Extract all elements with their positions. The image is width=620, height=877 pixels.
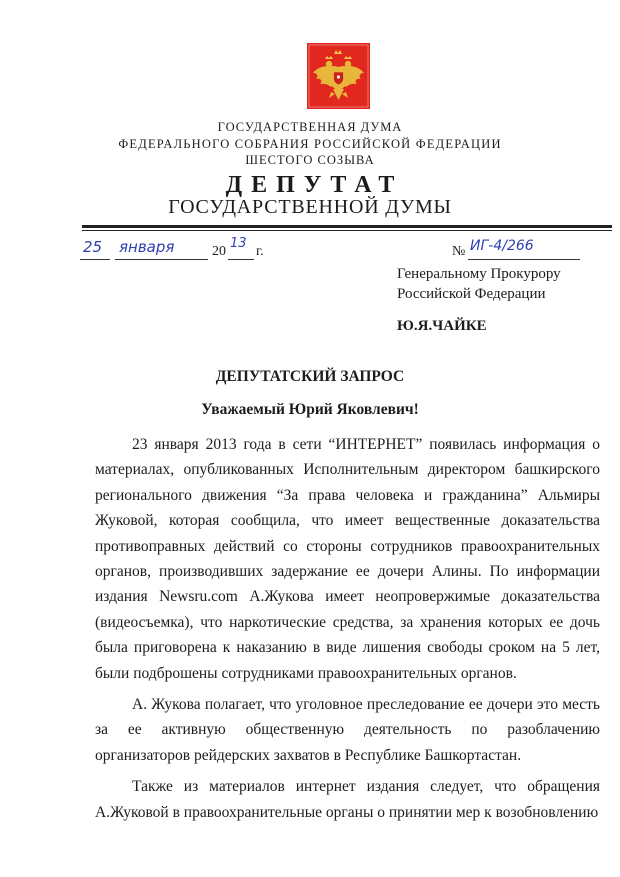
paragraph: Также из материалов интернет издания следует, что обращения А.Жуковой в правоохранительные органы о принятии мер к возобновлению (95, 778, 600, 821)
date-year: 13 (230, 236, 247, 251)
letterhead-title: ДЕПУТАТ (225, 172, 404, 198)
underline (468, 259, 580, 260)
date-year-prefix: 20 (212, 244, 226, 259)
underline (228, 259, 254, 260)
addressee-line-1: Генеральному Прокурору (397, 266, 561, 282)
addressee-name: Ю.Я.ЧАЙКЕ (397, 318, 487, 334)
underline (115, 259, 208, 260)
greeting: Уважаемый Юрий Яковлевич! (201, 401, 419, 418)
number-value: ИГ-4/266 (470, 238, 534, 254)
header-divider-thick (82, 225, 612, 228)
org-line-3: ШЕСТОГО СОЗЫВА (245, 153, 375, 167)
russian-coat-of-arms-icon (307, 43, 370, 109)
document-title: ДЕПУТАТСКИЙ ЗАПРОС (215, 368, 405, 385)
coat-of-arms-emblem (307, 43, 370, 109)
date-suffix: г. (256, 244, 264, 259)
paragraph: 23 января 2013 года в сети “ИНТЕРНЕТ” появилась информация о материалах, опубликованных Исполнительным директором башкирского регионального движения “За права человека и гражданина” Альмиры Жуковой, которая сообщила, что имеет вещественные доказательства противоправных действий со стороны сотрудников правоохранительных органов, производивших задержание ее дочери Алины. По информации издания Newsru.com А.Жукова имеет неопровержимые доказательства (видеосъемка), что наркотические средства, за хранения которых ее дочь была приговорена к наказанию в виде лишения свободы сроком на 5 лет, были подброшены сотрудниками правоохранительных органов. (95, 436, 600, 682)
org-line-1: ГОСУДАРСТВЕННАЯ ДУМА (217, 120, 403, 134)
addressee-line-2: Российской Федерации (397, 286, 546, 302)
number-label: № (452, 244, 466, 259)
date-month: января (119, 238, 175, 256)
org-line-2: ФЕДЕРАЛЬНОГО СОБРАНИЯ РОССИЙСКОЙ ФЕДЕРАЦИИ (118, 137, 502, 151)
letter-body (95, 432, 600, 831)
letterhead-subtitle: ГОСУДАРСТВЕННОЙ ДУМЫ (168, 196, 452, 218)
date-day: 25 (83, 238, 103, 256)
header-divider-thin (82, 230, 612, 231)
paragraph: А. Жукова полагает, что уголовное преследование ее дочери это месть за ее активную общественную деятельность по разоблачению организаторов рейдерских захватов в Республике Башкортастан. (95, 696, 600, 764)
underline (80, 259, 110, 260)
